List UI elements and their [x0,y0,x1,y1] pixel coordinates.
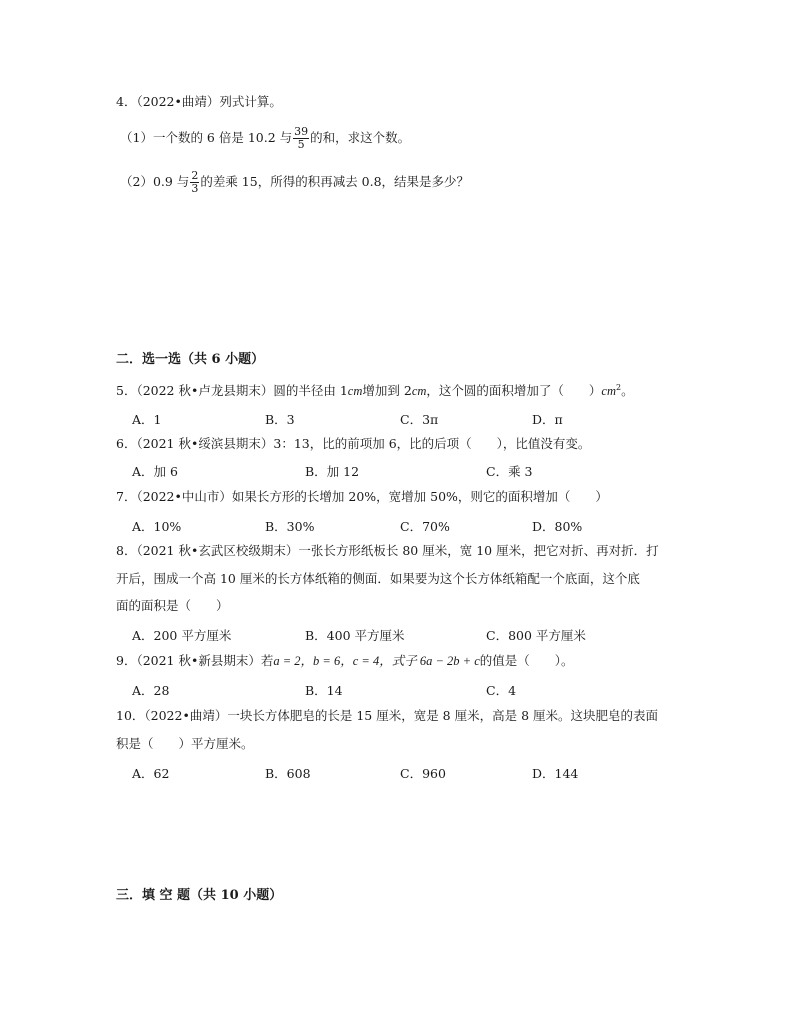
q5-text-b: 增加到 2 [362,383,412,399]
q4-part1 [120,126,410,151]
q4-part2-text-b: 的差乘 15，所得的积再减去 0.8，结果是多少？ [200,174,470,189]
q5-unit-2: cm [411,384,427,399]
q4-part2 [120,170,469,195]
q8-option-a[interactable]: A．200 平方厘米 [132,628,232,643]
q9-option-b[interactable]: B．14 [305,683,343,698]
q8-stem-line-3: 面的面积是（ ） [116,598,229,613]
q5-unit-1: cm [347,384,363,399]
q5-option-a[interactable]: A．1 [132,412,162,427]
q6-option-c[interactable]: C．乘 3 [486,464,533,479]
q5-unit-3-sup: 2 [615,383,622,392]
q4-part1-fraction [293,126,309,151]
q7-stem: 7．（2022•中山市）如果长方形的长增加 20%，宽增加 50%，则它的面积增加（ ） [116,489,608,504]
q5-stem [116,380,634,399]
q7-option-b[interactable]: B．30% [265,519,315,534]
q10-option-d[interactable]: D．144 [532,766,579,781]
fraction-numerator: 2 [191,169,199,182]
q7-option-d[interactable]: D．80% [532,519,583,534]
fraction-denominator: 5 [297,138,305,151]
q10-stem-line-2: 积是（ ）平方厘米。 [116,736,254,751]
section-2-title: 二．选一选（共 6 小题） [116,352,265,367]
q10-stem-line-1: 10．（2022•曲靖）一块长方体肥皂的长是 15 厘米，宽是 8 厘米，高是 8 厘米。这块肥皂的表面 [116,708,658,723]
q5-text-c: ，这个圆的面积增加了（ ） [426,383,602,399]
q7-option-a[interactable]: A．10% [132,519,182,534]
q8-option-c[interactable]: C．800 平方厘米 [486,628,586,643]
q10-option-b[interactable]: B．608 [265,766,311,781]
q4-part2-fraction [190,170,199,195]
fraction-numerator: 39 [294,125,309,138]
q7-option-c[interactable]: C．70% [400,519,450,534]
q5-option-b[interactable]: B．3 [265,412,295,427]
q6-option-b[interactable]: B．加 12 [305,464,360,479]
q9-text-b: 的值是（ ）。 [479,653,574,668]
q5-option-d[interactable]: D．π [532,412,563,427]
q9-option-c[interactable]: C．4 [486,683,517,698]
q10-option-c[interactable]: C．960 [400,766,446,781]
q8-stem-line-1: 8．（2021 秋•玄武区校级期末）一张长方形纸板长 80 厘米，宽 10 厘米，把它对折、再对折．打 [116,543,659,558]
q5-text-a: 5．（2022 秋•卢龙县期末）圆的半径由 1 [116,383,348,399]
q9-expression: a = 2，b = 6，c = 4，式子 6a − 2b + c [273,654,480,668]
q4-part1-text-a: （1）一个数的 6 倍是 10.2 与 [120,130,293,145]
q9-stem [116,653,574,669]
q5-unit-3: cm [601,384,616,399]
fraction-denominator: 3 [191,182,199,195]
section-3-title: 三．填 空 题（共 10 小题） [116,888,283,903]
q4-header: 4．（2022•曲靖）列式计算。 [116,94,282,109]
q5-option-c[interactable]: C．3π [400,412,439,427]
q8-stem-line-2: 开后，围成一个高 10 厘米的长方体纸箱的侧面．如果要为这个长方体纸箱配一个底面，这个底 [116,571,640,586]
q5-text-d: 。 [621,383,634,399]
q10-option-a[interactable]: A．62 [132,766,170,781]
q4-part1-text-b: 的和，求这个数。 [310,130,411,145]
q9-option-a[interactable]: A．28 [132,683,170,698]
q6-option-a[interactable]: A．加 6 [132,464,178,479]
q4-part2-text-a: （2）0.9 与 [120,174,190,189]
q6-stem: 6．（2021 秋•绥滨县期末）3：13，比的前项加 6，比的后项（ ），比值没有变。 [116,436,591,451]
q8-option-b[interactable]: B．400 平方厘米 [305,628,405,643]
q9-text-a: 9．（2021 秋•新县期末）若 [116,653,274,668]
